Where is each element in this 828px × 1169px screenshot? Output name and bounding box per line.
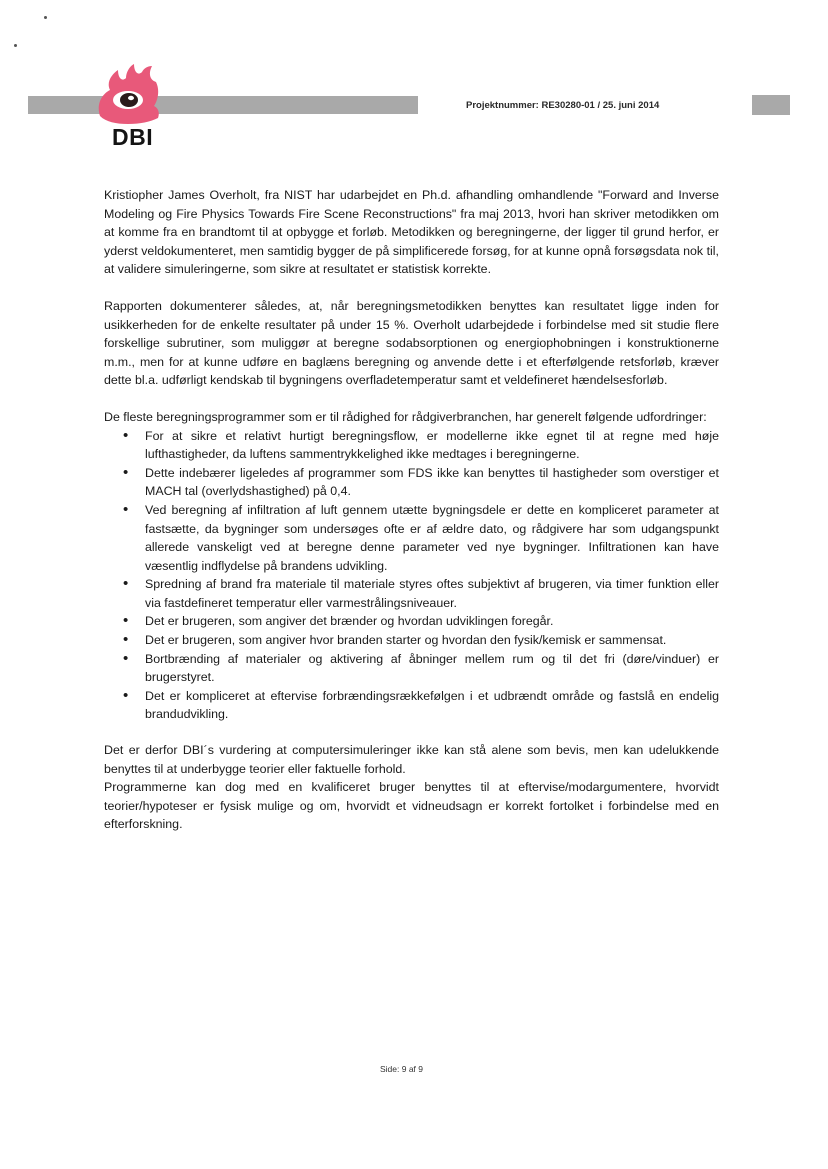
- paragraph-overholt-thesis: Kristiopher James Overholt, fra NIST har udarbejdet en Ph.d. afhandling omhandlende "Forward and Inverse Modeling og Fire Physics Towards Fire Scene Reconstructions" fra maj 2013, hvori han skriver metodikken om at komme fra en brandtomt til at opbygge et forløb. Metodikken og beregningerne, der ligger til grund herfor, er yderst veldokumenteret, men samtidig bygger de på simplificerede forsøg, for at kunne opnå forsøgsdata nok til, at validere simuleringerne, som sikre at resultatet er statistisk korrekte.: [104, 188, 719, 277]
- dbi-flame-icon: [94, 64, 162, 126]
- list-item: • Dette indebærer ligeledes af programmer som FDS ikke kan benyttes til hastigheder som overstiger et MACH tal (overlydshastighed) på 0,4.: [145, 464, 719, 501]
- list-item: • Det er kompliceret at eftervise forbrændingsrækkefølgen i et udbrændt område og fastslå en endelig brandudvikling.: [145, 687, 719, 724]
- paragraph-conclusion: Det er derfor DBI´s vurdering at computersimuleringer ikke kan stå alene som bevis, men kan udelukkende benyttes til at underbygge teorier eller faktuelle forhold.: [104, 743, 719, 776]
- project-number: Projektnummer: RE30280-01 / 25. juni 2014: [466, 100, 660, 111]
- paragraph-report-documentation: Rapporten dokumenterer således, at, når beregningsmetodikken benyttes kan resultatet ligge inden for usikkerheden for de enkelte resultater på under 15 %. Overholt udarbejdede i forbindelse med sit studie flere forskellige subrutiner, som muliggør at beregne sodabsorptionen og energiophobningen i konstruktionerne m.m., men for at kunne udføre en baglæns beregning og anvende dette i et efterfølgende retsforløb, kræver dette bl.a. udførligt kendskab til bygningens overfladetemperatur samt et veldefineret hændelsesforløb.: [104, 298, 719, 388]
- list-item: • Ved beregning af infiltration af luft gennem utætte bygningsdele er dette en kompliceret parameter at fastsætte, da bygninger som undersøges ofte er af ældre dato, og rådgivere har som udgangspunkt allerede vanskeligt ved at beregne denne parameter ved nye bygninger. Infiltrationen kan have væsentlig indflydelse på brandens udvikling.: [145, 501, 719, 575]
- scan-speck: [14, 44, 17, 47]
- header-corner-block: [752, 95, 790, 115]
- list-item: • Det er brugeren, som angiver det brænder og hvordan udviklingen foregår.: [145, 612, 719, 631]
- paragraph-programs-usage: Programmerne kan dog med en kvalificeret bruger benyttes til at eftervise/modargumentere, hvorvidt teorier/hypoteser er fysisk mulige og om, hvorvidt et vidneudsagn er korrekt fortolket i forbindelse med en efterforskning.: [104, 780, 719, 832]
- document-body: [104, 186, 719, 834]
- list-item: • For at sikre et relativt hurtigt beregningsflow, er modellerne ikke egnet til at regne med høje lufthastigheder, da luftens sammentrykkelighed ikke medtages i beregningerne.: [145, 427, 719, 464]
- dbi-logo-text: DBI: [112, 124, 154, 150]
- challenges-list: [104, 427, 719, 725]
- header-bar: [28, 96, 418, 114]
- page-number: Side: 9 af 9: [380, 1064, 424, 1074]
- list-item: • Det er brugeren, som angiver hvor branden starter og hvordan den fysik/kemisk er sammensat.: [145, 631, 719, 650]
- paragraph-challenges-intro: De fleste beregningsprogrammer som er til rådighed for rådgiverbranchen, har generelt følgende udfordringer:: [104, 409, 707, 424]
- list-item: • Bortbrænding af materialer og aktivering af åbninger mellem rum og til det fri (døre/vinduer) er brugerstyret.: [145, 650, 719, 687]
- scan-speck: [44, 16, 47, 19]
- list-item: • Spredning af brand fra materiale til materiale styres oftes subjektivt af brugeren, via timer funktion eller via fastdefineret temperatur eller varmestrålingsniveauer.: [145, 575, 719, 612]
